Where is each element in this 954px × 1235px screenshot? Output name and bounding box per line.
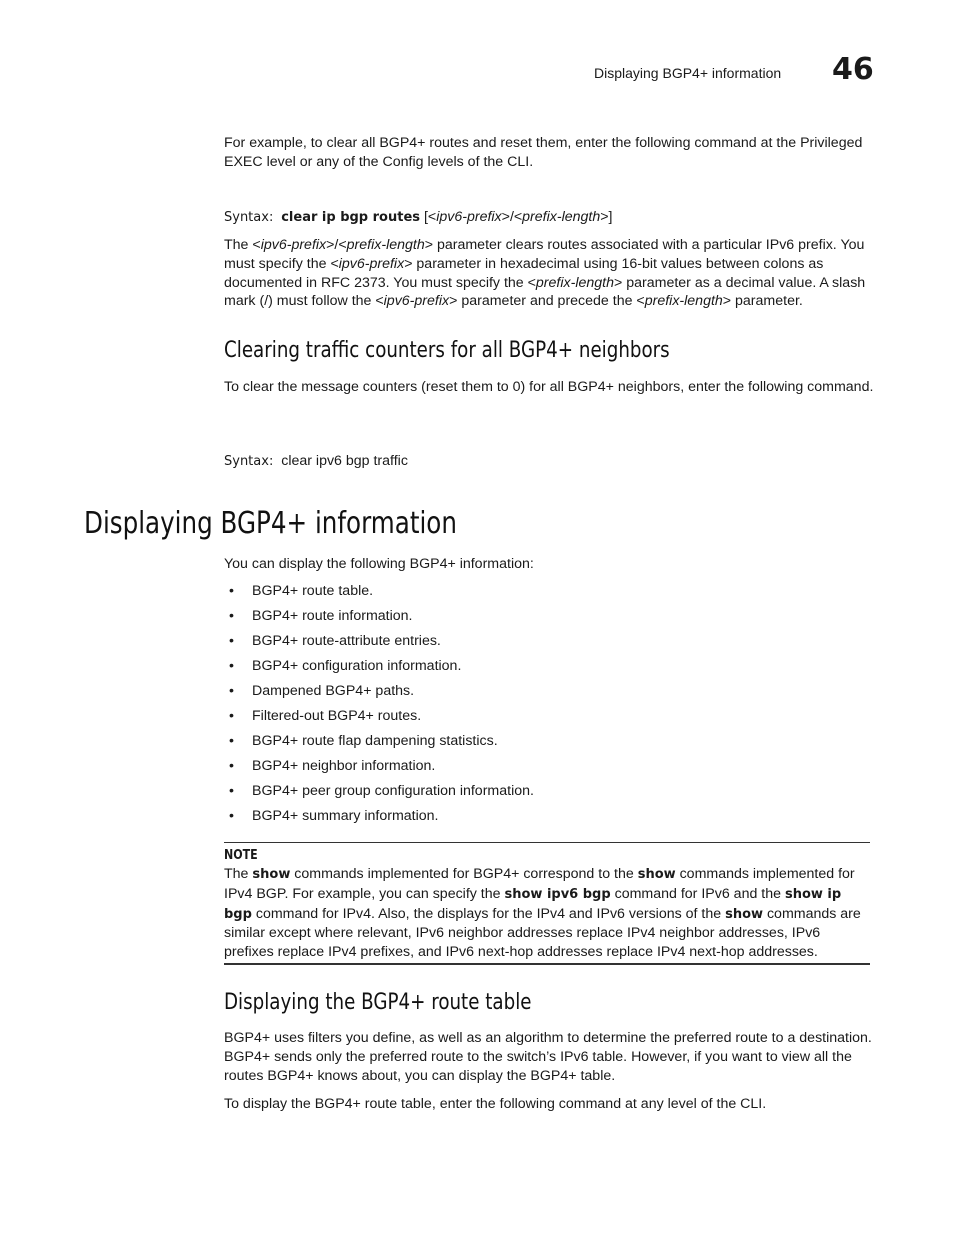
intro-paragraph: For example, to clear all BGP4+ routes and reset them, enter the following command at the Privileged EXEC level or any of the Config levels of the CLI.: [224, 135, 863, 170]
bullet-icon: •: [229, 783, 234, 799]
command-keyword: show ipv6 bgp: [504, 886, 611, 902]
param-arg: ipv6-prefix: [338, 255, 405, 272]
list-item: [224, 683, 874, 708]
chapter-number: 46: [832, 52, 874, 87]
list-item-text: Filtered-out BGP4+ routes.: [252, 708, 422, 724]
param-arg: ipv6-prefix: [260, 237, 327, 253]
note-box: [224, 842, 870, 965]
syntax-arg: prefix-length: [522, 209, 601, 225]
syntax-label: Syntax:: [224, 454, 274, 469]
text-run: > parameter in hexadecimal using 16-bit values between colons as documented in RFC 2373. You must specify the <: [224, 255, 824, 291]
bullet-icon: •: [229, 808, 234, 824]
list-item-text: BGP4+ configuration information.: [252, 658, 462, 674]
bullet-icon: •: [229, 683, 234, 699]
section-heading-traffic: Clearing traffic counters for all BGP4+ neighbors: [224, 338, 670, 363]
syntax-punct: >/<: [501, 209, 523, 225]
parameter-paragraph: [224, 236, 874, 311]
list-item-text: Dampened BGP4+ paths.: [252, 683, 415, 699]
syntax-punct: [<: [423, 209, 437, 225]
command-keyword: show: [725, 906, 764, 922]
syntax-clear-routes: [224, 208, 874, 228]
route-table-paragraph-1: BGP4+ uses filters you define, as well as an algorithm to determine the preferred route to a destination. BGP4+ sends only the preferred route to the switch’s IPv6 table. However, if you want to view all the routes BGP4+ knows about, you can display the BGP4+ table.: [224, 1030, 872, 1084]
bullet-icon: •: [229, 708, 234, 724]
list-item-text: BGP4+ route information.: [252, 608, 413, 624]
list-item: [224, 783, 874, 808]
route-table-paragraph-2: To display the BGP4+ route table, enter the following command at any level of the CLI.: [224, 1096, 767, 1112]
syntax-clear-traffic: [224, 452, 874, 472]
bullet-icon: •: [229, 658, 234, 674]
list-item: [224, 658, 874, 683]
display-intro: You can display the following BGP4+ information:: [224, 556, 534, 572]
text-run: command for IPv6 and the: [610, 885, 785, 902]
command-keyword: show: [252, 867, 291, 882]
syntax-punct: >]: [600, 209, 613, 225]
param-arg: prefix-length: [535, 274, 614, 291]
text-run: >/<: [326, 237, 347, 253]
section-heading-route-table: Displaying the BGP4+ route table: [224, 990, 532, 1015]
list-item: [224, 758, 874, 783]
note-text: [224, 865, 870, 962]
param-arg: prefix-length: [346, 237, 425, 253]
list-item-text: BGP4+ route-attribute entries.: [252, 633, 441, 649]
text-run: The: [224, 866, 253, 882]
list-item-text: BGP4+ route table.: [252, 583, 374, 599]
bullet-icon: •: [229, 608, 234, 624]
note-label: NOTE: [224, 848, 258, 863]
text-run: > parameter and precede the <: [449, 293, 645, 310]
list-item: [224, 583, 874, 608]
text-run: > parameter.: [722, 293, 803, 310]
bullet-icon: •: [229, 633, 234, 649]
text-run: > parameter clears routes associated with a particular IPv6 prefix. You must specify the <: [224, 237, 865, 272]
list-item-text: BGP4+ peer group configuration information.: [252, 783, 534, 799]
list-item-text: BGP4+ neighbor information.: [252, 758, 436, 774]
list-item: [224, 708, 874, 733]
list-item-text: BGP4+ route flap dampening statistics.: [252, 733, 498, 749]
syntax-label: Syntax:: [224, 210, 274, 225]
syntax-command: clear ipv6 bgp traffic: [281, 453, 408, 469]
list-item: [224, 608, 874, 633]
list-item-text: BGP4+ summary information.: [252, 808, 439, 824]
text-run: commands implemented for IPv4 BGP. For example, you can specify the: [224, 866, 855, 902]
list-item: [224, 808, 874, 833]
list-item: [224, 733, 874, 758]
text-run: command for IPv4. Also, the displays for the IPv4 and IPv6 versions of the: [251, 905, 726, 922]
chapter-heading-display: Displaying BGP4+ information: [84, 506, 457, 541]
syntax-command: clear ip bgp routes: [281, 210, 421, 225]
text-run: commands implemented for BGP4+ correspond to the: [290, 866, 638, 882]
text-run: The <: [224, 237, 261, 253]
bullet-list: [224, 583, 874, 833]
bullet-icon: •: [229, 583, 234, 599]
text-run: > parameter as a decimal value. A slash mark (/) must follow the <: [224, 274, 866, 310]
traffic-paragraph: To clear the message counters (reset them to 0) for all BGP4+ neighbors, enter the following command.: [224, 379, 874, 395]
text-run: commands are similar except where relevant, IPv6 neighbor addresses replace IPv4 neighbor addresses, IPv6 prefixes replace IPv4 prefixes, and IPv6 next-hop addresses replace IPv4 next-hop addresses.: [224, 905, 861, 961]
running-header-title: Displaying BGP4+ information: [594, 65, 782, 81]
bullet-icon: •: [229, 758, 234, 774]
command-keyword: show ip bgp: [224, 886, 842, 922]
list-item: [224, 633, 874, 658]
bullet-icon: •: [229, 733, 234, 749]
param-arg: ipv6-prefix: [383, 293, 450, 310]
command-keyword: show: [637, 867, 676, 882]
syntax-arg: ipv6-prefix: [436, 209, 502, 225]
param-arg: prefix-length: [644, 293, 723, 310]
